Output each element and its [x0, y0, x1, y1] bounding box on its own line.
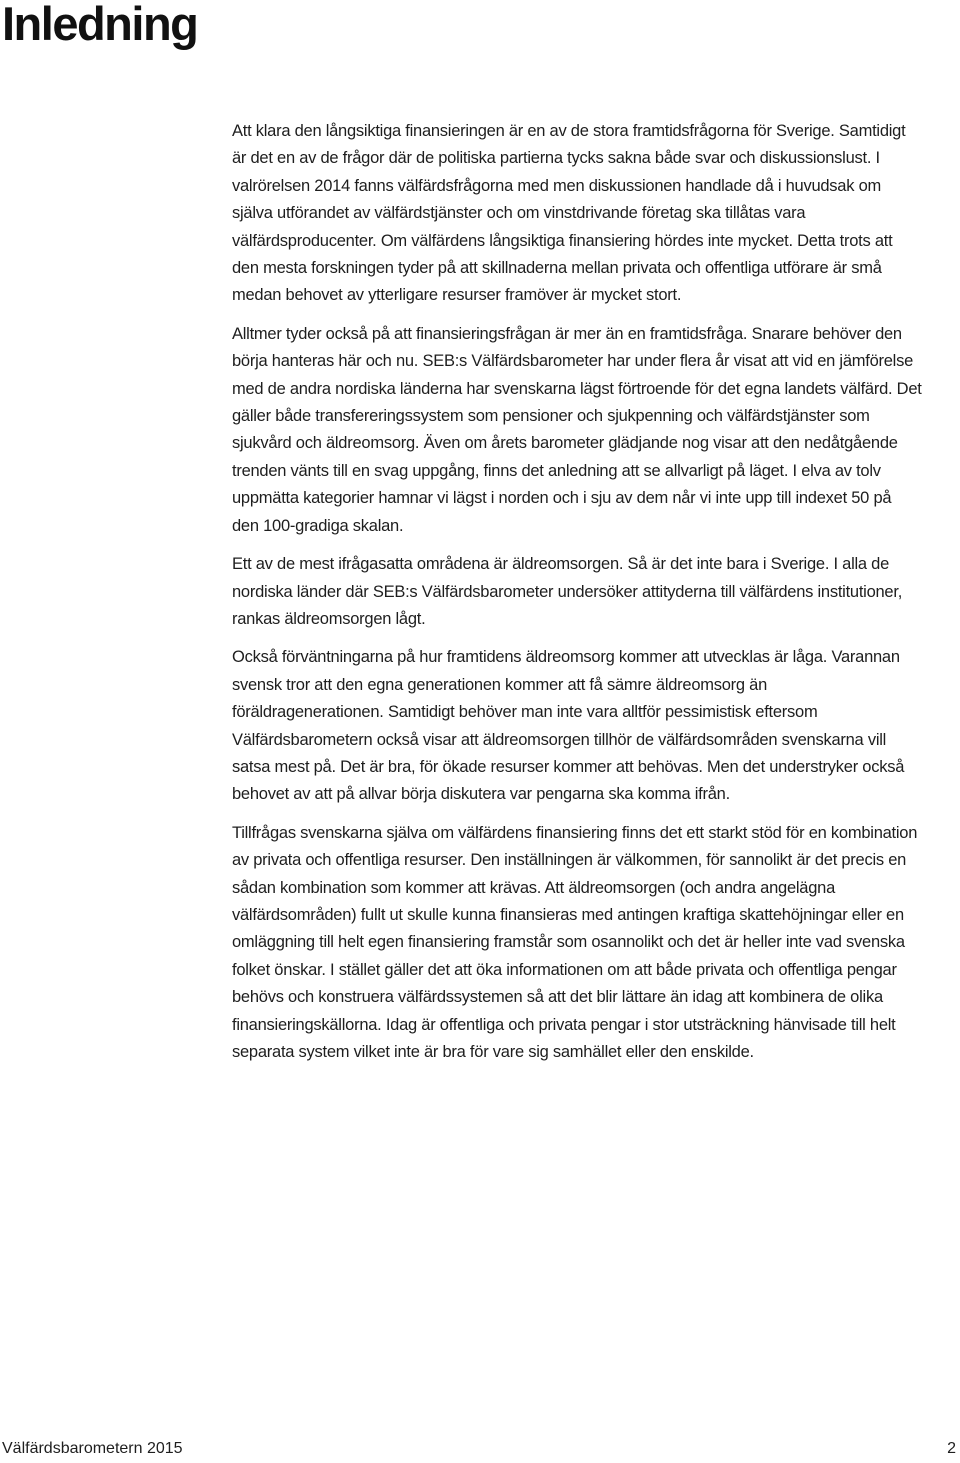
paragraph: Också förväntningarna på hur framtidens äldreomsorg kommer att utvecklas är låga. Varannan svensk tror att den egna generationen kommer att få sämre äldreomsorg än föräldragenerationen. Samtidigt behöver man inte vara alltför pessimistisk eftersom Välfärdsbarometern också visar att äldreomsorgen tillhör de välfärdsområden svenskarna vill satsa mest på. Det är bra, för ökade resurser kommer att behövas. Men det understryker också behovet av att på allvar börja diskutera var pengarna ska komma ifrån. [232, 648, 905, 804]
footer-page-number: 2 [947, 1440, 956, 1457]
footer-publication-name: Välfärdsbarometern 2015 [2, 1440, 183, 1457]
page-title: Inledning [2, 0, 198, 50]
paragraph: Alltmer tyder också på att finansieringsfrågan är mer än en framtidsfråga. Snarare behöver den börja hanteras här och nu. SEB:s Välfärdsbarometer har under flera år visat att vid en jämförelse med de andra nordiska länderna har svenskarna lägst förtroende för det egna landets välfärd. Det gäller både transfereringssystem som pensioner och sjukpenning och välfärdstjänster som sjukvård och äldreomsorg. Även om årets barometer glädjande nog visar att den nedåtgående trenden vänts till en svag uppgång, finns det anledning att se allvarligt på läget. I elva av tolv uppmätta kategorier hamnar vi lägst i norden och i sju av dem når vi inte upp till indexet 50 på den 100-gradiga skalan. [232, 324, 922, 535]
paragraph: Ett av de mest ifrågasatta områdena är äldreomsorgen. Så är det inte bara i Sverige. I alla de nordiska länder där SEB:s Välfärdsbarometer undersöker attityderna till välfärdens institutioner, rankas äldreomsorgen lågt. [232, 555, 903, 628]
body-text [232, 118, 922, 1077]
paragraph: Tillfrågas svenskarna själva om välfärdens finansiering finns det ett starkt stöd för en kombination av privata och offentliga resurser. Den inställningen är välkommen, för sannolikt är det precis en sådan kombination som kommer att krävas. Att äldreomsorgen (och andra angelägna välfärdsområden) fullt ut skulle kunna finansieras med antingen kraftiga skattehöjningar eller en omläggning till helt egen finansiering framstår som osannolikt och det är heller inte vad svenska folket önskar. I stället gäller det att öka informationen om att både privata och offentliga pengar behövs och konstruera välfärdssystemen så att det blir lättare än idag att kombinera de olika finansieringskällorna. Idag är offentliga och privata pengar i stor utsträckning hänvisade till helt separata system vilket inte är bra för vare sig samhället eller den enskilde. [232, 823, 918, 1061]
paragraph: Att klara den långsiktiga finansieringen är en av de stora framtidsfrågorna för Sverige. Samtidigt är det en av de frågor där de politiska partierna tycks sakna både svar och diskussionslust. I valrörelsen 2014 fanns välfärdsfrågorna med men diskussionen handlade då i huvudsak om själva utförandet av välfärdstjänster och om vinstdrivande företag ska tillåtas vara välfärdsproducenter. Om välfärdens långsiktiga finansiering hördes inte mycket. Detta trots att den mesta forskningen tyder på att skillnaderna mellan privata och offentliga utförare är små medan behovet av ytterligare resurser framöver är mycket stort. [232, 122, 906, 305]
